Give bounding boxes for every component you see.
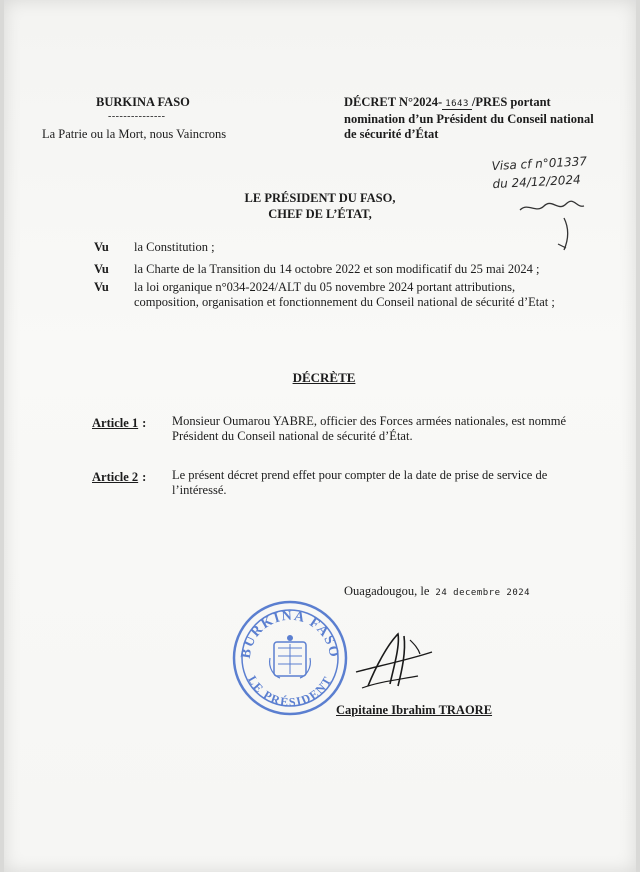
place-date [344, 584, 530, 599]
vu-label: Vu [94, 240, 109, 254]
vu-text: la loi organique n°034-2024/ALT du 05 novembre 2024 portant attributions, composition, organisation et fonctionnement du Conseil national de sécurité d’Etat ; [134, 280, 555, 309]
visa-line-1: Visa cf n°01337 [491, 154, 588, 174]
president-title-line-1: LE PRÉSIDENT DU FASO, [244, 191, 396, 205]
article-2-label-group [92, 468, 146, 486]
stamp-emblem-icon [270, 635, 311, 678]
official-stamp [230, 598, 350, 718]
decrete-heading: DÉCRÈTE [292, 370, 356, 385]
president-title [4, 190, 636, 222]
vu-text: la Charte de la Transition du 14 octobre 2022 et son modificatif du 25 mai 2024 ; [134, 262, 540, 276]
article-1-label-group [92, 414, 146, 432]
decree-title-prefix: DÉCRET N°2024- [344, 95, 443, 109]
article-label: Article 2 [92, 470, 139, 484]
document-page [4, 0, 636, 872]
signature-scribble [348, 626, 438, 696]
header-separator: --------------- [108, 111, 166, 122]
visa-line-2: du 24/12/2024 [492, 172, 582, 192]
visa-annotation [491, 151, 613, 193]
decree-number: 1643 [442, 99, 472, 110]
decree-title-suffix: /PRES portant nomination d’un Président du Conseil national de sécurité d’État [344, 95, 594, 141]
stamp-top-text: BURKINA FASO [238, 608, 342, 660]
decree-title [344, 95, 594, 142]
signing-date: 24 decembre 2024 [435, 588, 531, 598]
article-2-text: Le présent décret prend effet pour compter de la date de prise de service de l’intéressé. [172, 468, 548, 497]
national-motto: La Patrie ou la Mort, nous Vaincrons [42, 127, 227, 141]
vu-label: Vu [94, 262, 109, 276]
country-name: BURKINA FASO [96, 95, 190, 109]
article-label: Article 1 [92, 416, 139, 430]
vu-label: Vu [94, 280, 109, 294]
stamp-bottom-text: LE PRÉSIDENT [245, 673, 335, 710]
article-colon: : [142, 470, 147, 484]
signing-place: Ouagadougou, le [344, 584, 430, 598]
vu-text: la Constitution ; [134, 240, 215, 254]
signatory-name: Capitaine Ibrahim TRAORE [336, 703, 493, 717]
article-1-text: Monsieur Oumarou YABRE, officier des Forces armées nationales, est nommé Président du Conseil national de sécurité d’État. [172, 414, 567, 443]
article-colon: : [142, 416, 147, 430]
president-title-line-2: CHEF DE L’ÉTAT, [268, 207, 372, 221]
